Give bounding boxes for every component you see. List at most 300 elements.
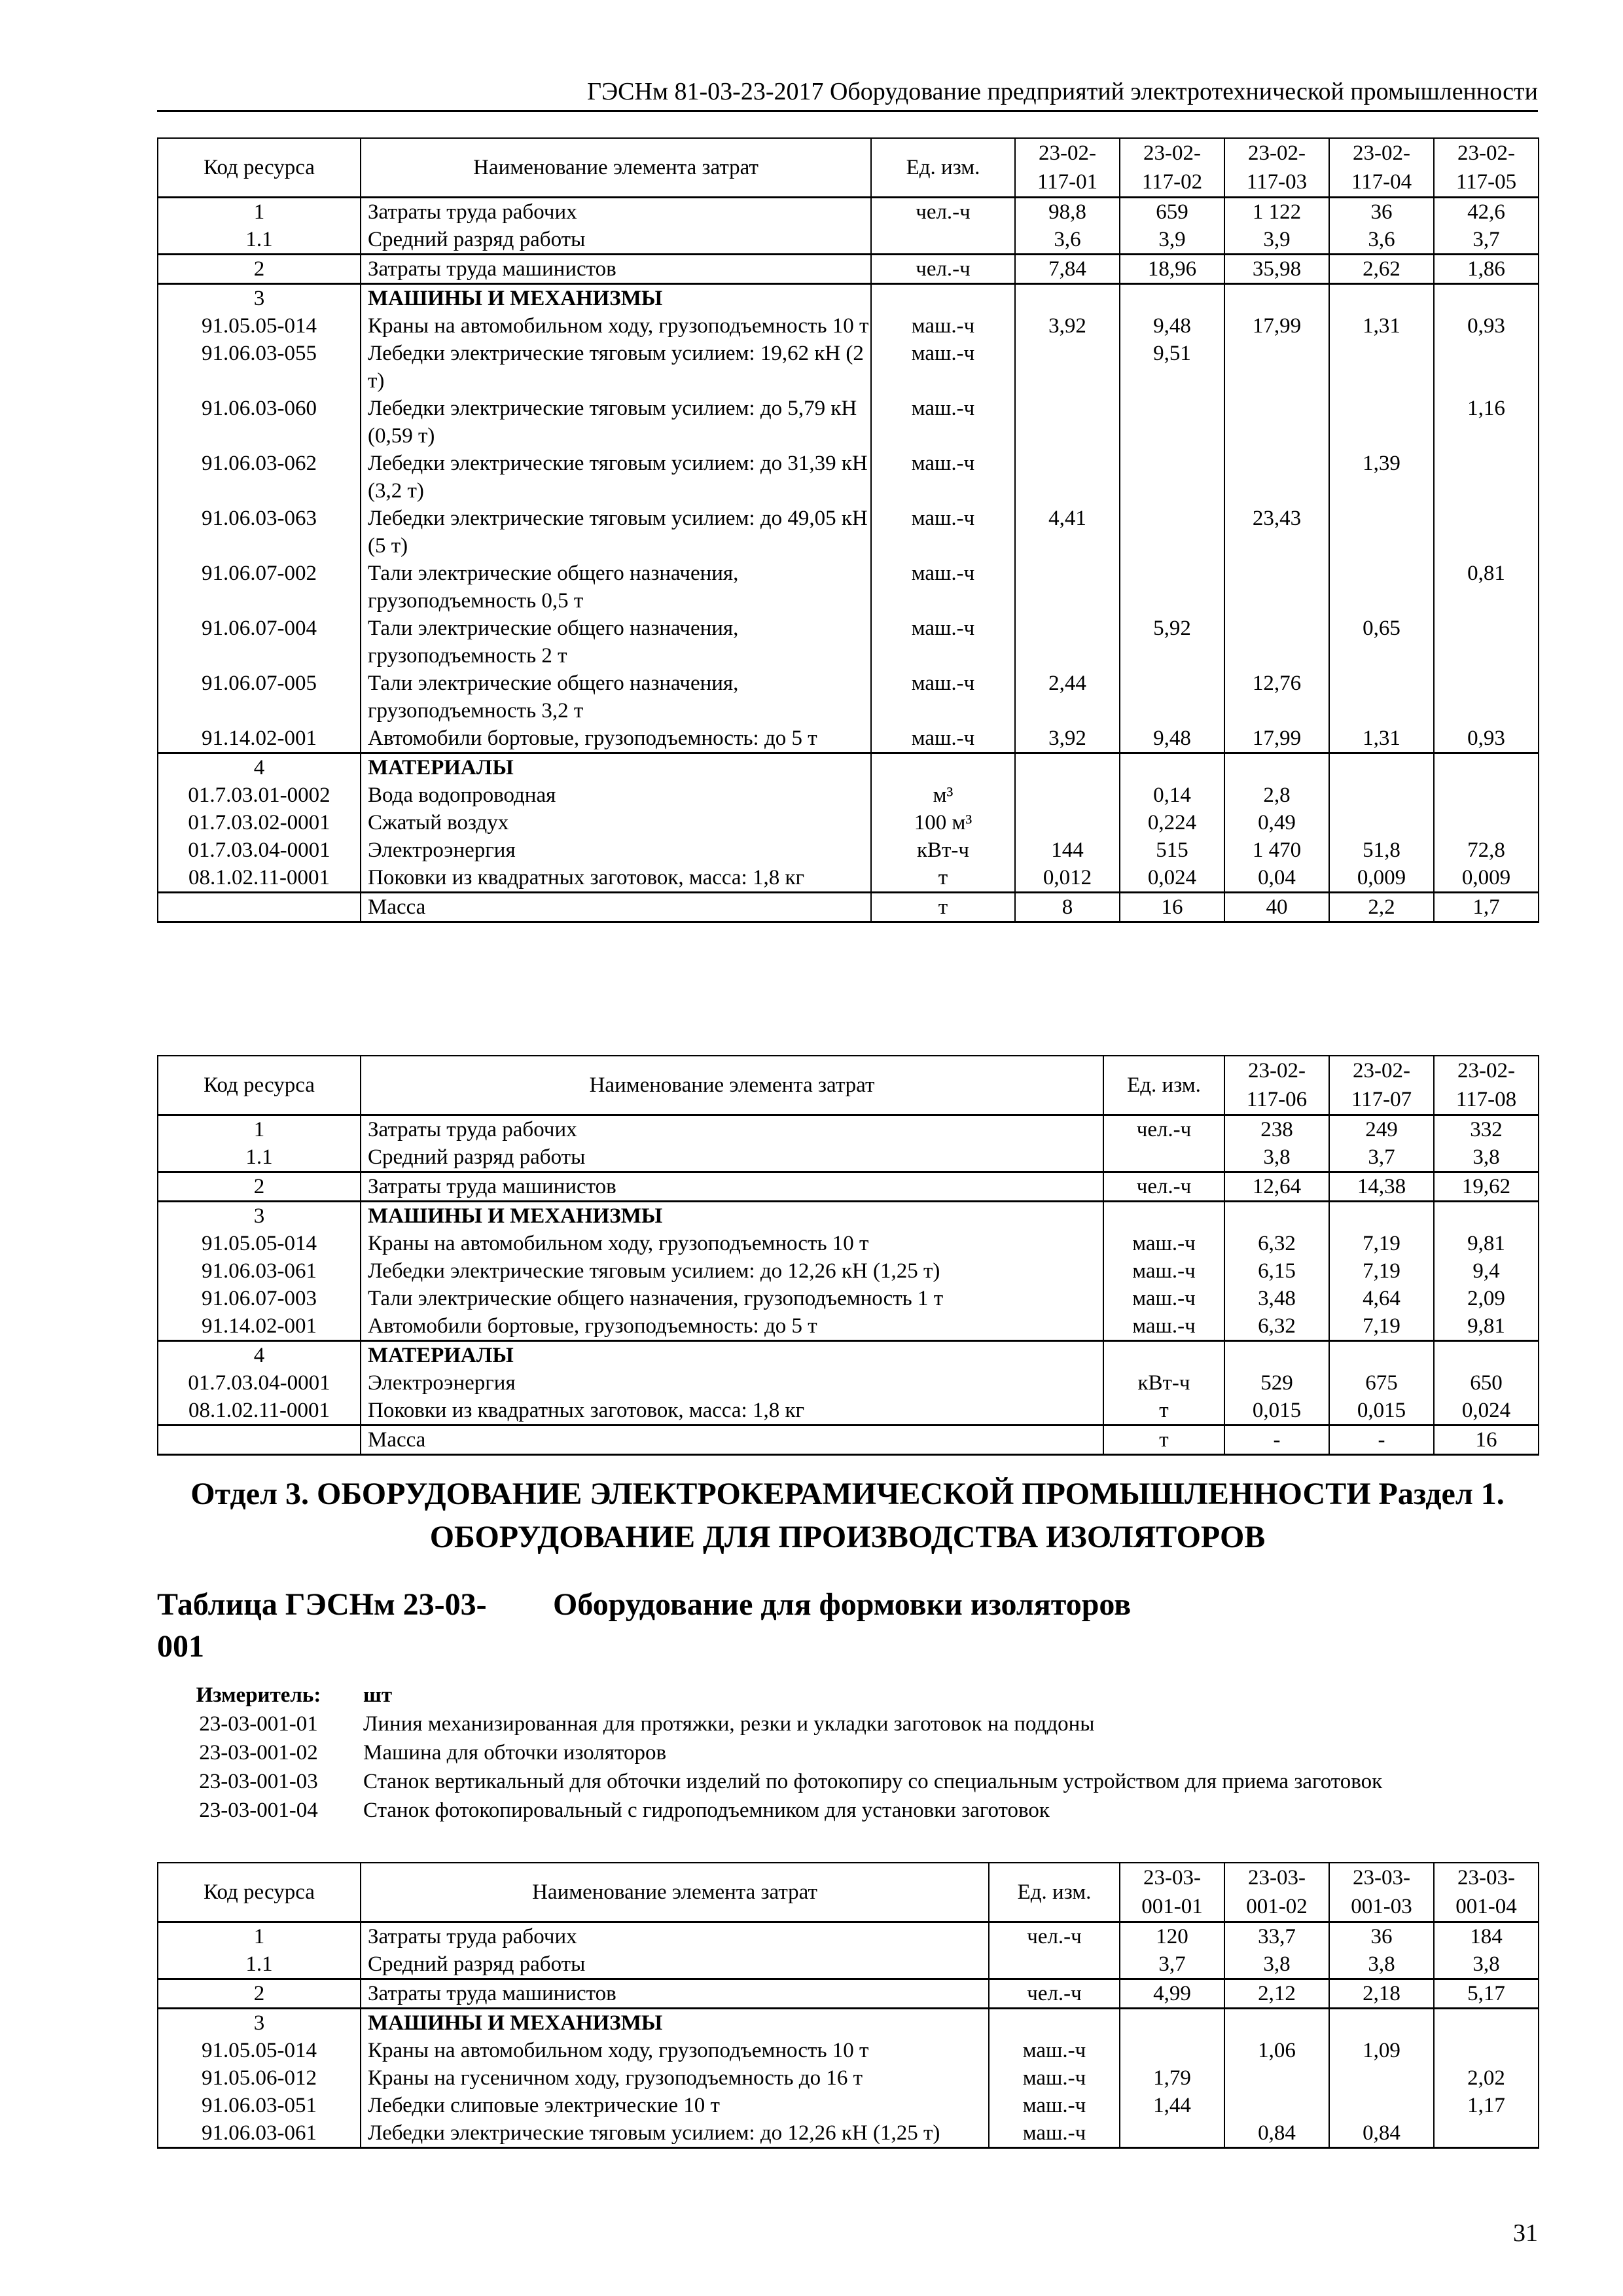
table-row <box>158 395 1539 450</box>
measure-item-desc: Станок фотокопировальный с гидроподъемником для установки заготовок <box>363 1799 1050 1822</box>
row-name: МАТЕРИАЛЫ <box>361 753 871 782</box>
row-value: 4,64 <box>1329 1285 1434 1312</box>
col-header-unit: Ед. изм. <box>1103 1056 1224 1115</box>
row-code: 1.1 <box>158 1950 361 1979</box>
row-value <box>1329 2092 1434 2119</box>
row-name: Тали электрические общего назначения, грузоподъемность 1 т <box>361 1285 1103 1312</box>
row-code: 91.06.07-002 <box>158 560 361 615</box>
row-value <box>1329 2064 1434 2092</box>
measure-item-desc: Станок вертикальный для обточки изделий по фотокопиру со специальным устройством для приема заготовок <box>363 1770 1383 1793</box>
row-unit: маш.-ч <box>871 312 1015 340</box>
row-value <box>1015 450 1120 505</box>
table-header-row <box>158 1056 1539 1115</box>
row-code: 91.05.05-014 <box>158 312 361 340</box>
row-value: 0,49 <box>1224 809 1329 836</box>
col-header-3: 23-02- 117-03 <box>1224 138 1329 198</box>
row-code: 01.7.03.02-0001 <box>158 809 361 836</box>
row-code: 2 <box>158 255 361 284</box>
table-row <box>158 1172 1539 1202</box>
row-code: 91.06.03-051 <box>158 2092 361 2119</box>
row-value <box>1015 560 1120 615</box>
row-unit: т <box>1103 1426 1224 1455</box>
resource-table-23-02-117-01-05 <box>157 137 1539 923</box>
row-code: 91.05.05-014 <box>158 2037 361 2064</box>
row-unit: чел.-ч <box>989 1922 1120 1951</box>
row-value: 238 <box>1224 1115 1329 1144</box>
col-header-unit: Ед. изм. <box>989 1863 1120 1922</box>
table-row <box>158 560 1539 615</box>
row-value: 42,6 <box>1434 198 1539 226</box>
table-row <box>158 2037 1539 2064</box>
col-header-name: Наименование элемента затрат <box>361 1056 1103 1115</box>
table-row <box>158 1397 1539 1426</box>
row-name: Масса <box>361 1426 1103 1455</box>
row-value <box>1329 753 1434 782</box>
table-row <box>158 809 1539 836</box>
row-value <box>1329 505 1434 560</box>
row-unit <box>871 284 1015 313</box>
row-code: 91.06.07-004 <box>158 615 361 670</box>
row-value <box>1329 2009 1434 2037</box>
row-value <box>1224 560 1329 615</box>
row-unit: маш.-ч <box>871 560 1015 615</box>
row-value: 3,8 <box>1224 1143 1329 1172</box>
row-unit: чел.-ч <box>871 255 1015 284</box>
row-value: 17,99 <box>1224 725 1329 753</box>
row-code: 91.06.03-063 <box>158 505 361 560</box>
row-unit <box>989 2009 1120 2037</box>
row-value <box>1015 284 1120 313</box>
row-value: 0,65 <box>1329 615 1434 670</box>
row-value: 12,76 <box>1224 670 1329 725</box>
row-value: 0,81 <box>1434 560 1539 615</box>
row-value: 0,024 <box>1434 1397 1539 1426</box>
row-value: 16 <box>1434 1426 1539 1455</box>
row-code: 4 <box>158 1341 361 1370</box>
row-name: Тали электрические общего назначения, грузоподъемность 0,5 т <box>361 560 871 615</box>
row-value: 3,7 <box>1329 1143 1434 1172</box>
row-value: 0,93 <box>1434 725 1539 753</box>
row-name: Затраты труда рабочих <box>361 1922 989 1951</box>
table-header-row <box>158 1863 1539 1922</box>
row-unit <box>1103 1202 1224 1230</box>
row-unit: 100 м³ <box>871 809 1015 836</box>
row-value: 249 <box>1329 1115 1434 1144</box>
row-value: 9,4 <box>1434 1257 1539 1285</box>
table-row <box>158 1922 1539 1951</box>
row-value: 9,48 <box>1120 725 1224 753</box>
table-row <box>158 1257 1539 1285</box>
row-value: 9,81 <box>1434 1230 1539 1257</box>
measure-item-code: 23-03-001-01 <box>199 1712 318 1736</box>
table-row <box>158 2119 1539 2148</box>
table-row <box>158 1426 1539 1455</box>
row-code: 3 <box>158 284 361 313</box>
row-value: 9,48 <box>1120 312 1224 340</box>
resource-table-23-02-117-06-08 <box>157 1055 1539 1456</box>
row-name: МАШИНЫ И МЕХАНИЗМЫ <box>361 2009 989 2037</box>
row-code: 01.7.03.01-0002 <box>158 781 361 809</box>
row-value <box>1434 505 1539 560</box>
row-value <box>1434 2009 1539 2037</box>
row-name: Тали электрические общего назначения, грузоподъемность 3,2 т <box>361 670 871 725</box>
row-value: 2,02 <box>1434 2064 1539 2092</box>
row-unit: маш.-ч <box>871 670 1015 725</box>
col-header-code: Код ресурса <box>158 138 361 198</box>
row-value: 1,44 <box>1120 2092 1224 2119</box>
row-name: Лебедки электрические тяговым усилием: 19,62 кН (2 т) <box>361 340 871 395</box>
row-value: 3,7 <box>1434 226 1539 255</box>
row-value: 9,81 <box>1434 1312 1539 1341</box>
row-name: Поковки из квадратных заготовок, масса: 1,8 кг <box>361 864 871 893</box>
row-value <box>1015 781 1120 809</box>
row-value <box>1224 1202 1329 1230</box>
row-value: 6,32 <box>1224 1312 1329 1341</box>
row-name: Затраты труда рабочих <box>361 1115 1103 1144</box>
table-row <box>158 1979 1539 2009</box>
row-value: 7,19 <box>1329 1230 1434 1257</box>
table-row <box>158 615 1539 670</box>
measure-item <box>157 1710 1538 1738</box>
measure-item-code: 23-03-001-02 <box>199 1741 318 1765</box>
row-code <box>158 1426 361 1455</box>
row-value <box>1224 615 1329 670</box>
col-header-1: 23-02- 117-06 <box>1224 1056 1329 1115</box>
row-value <box>1329 1202 1434 1230</box>
row-value <box>1434 809 1539 836</box>
row-value: 9,51 <box>1120 340 1224 395</box>
row-name: Лебедки электрические тяговым усилием: до 5,79 кН (0,59 т) <box>361 395 871 450</box>
row-value: 3,6 <box>1329 226 1434 255</box>
row-unit: кВт-ч <box>1103 1369 1224 1397</box>
row-value <box>1329 781 1434 809</box>
measure-item <box>157 1767 1538 1796</box>
row-name: Затраты труда машинистов <box>361 1172 1103 1202</box>
row-value: 40 <box>1224 893 1329 922</box>
row-value: 6,15 <box>1224 1257 1329 1285</box>
row-name: Краны на гусеничном ходу, грузоподъемность до 16 т <box>361 2064 989 2092</box>
row-value: 3,7 <box>1120 1950 1224 1979</box>
row-name: Поковки из квадратных заготовок, масса: 1,8 кг <box>361 1397 1103 1426</box>
col-header-2: 23-02- 117-02 <box>1120 138 1224 198</box>
col-header-2: 23-03- 001-02 <box>1224 1863 1329 1922</box>
row-name: Лебедки слиповые электрические 10 т <box>361 2092 989 2119</box>
row-code: 08.1.02.11-0001 <box>158 1397 361 1426</box>
row-value <box>1434 781 1539 809</box>
row-code: 4 <box>158 753 361 782</box>
row-value: 2,8 <box>1224 781 1329 809</box>
row-name: МАШИНЫ И МЕХАНИЗМЫ <box>361 284 871 313</box>
table-row <box>158 836 1539 864</box>
row-value: 18,96 <box>1120 255 1224 284</box>
row-code: 91.06.03-060 <box>158 395 361 450</box>
row-unit: чел.-ч <box>989 1979 1120 2009</box>
row-code: 91.06.07-003 <box>158 1285 361 1312</box>
measure-block <box>157 1681 1538 1825</box>
page-number: 31 <box>1513 2219 1538 2247</box>
row-value <box>1434 1202 1539 1230</box>
row-value <box>1224 395 1329 450</box>
col-header-code: Код ресурса <box>158 1056 361 1115</box>
row-value: 184 <box>1434 1922 1539 1951</box>
row-unit: маш.-ч <box>989 2064 1120 2092</box>
row-value <box>1015 395 1120 450</box>
row-code: 01.7.03.04-0001 <box>158 836 361 864</box>
row-name: Затраты труда рабочих <box>361 198 871 226</box>
row-value: 7,84 <box>1015 255 1120 284</box>
row-value: 0,84 <box>1329 2119 1434 2148</box>
row-value <box>1120 670 1224 725</box>
row-value: 650 <box>1434 1369 1539 1397</box>
row-name: Лебедки электрические тяговым усилием: до 49,05 кН (5 т) <box>361 505 871 560</box>
row-name: Краны на автомобильном ходу, грузоподъемность 10 т <box>361 312 871 340</box>
row-value: 332 <box>1434 1115 1539 1144</box>
row-value: 8 <box>1015 893 1120 922</box>
row-value <box>1224 2092 1329 2119</box>
row-code: 91.14.02-001 <box>158 1312 361 1341</box>
row-value: 33,7 <box>1224 1922 1329 1951</box>
row-name: Средний разряд работы <box>361 1950 989 1979</box>
row-value: 0,93 <box>1434 312 1539 340</box>
row-unit: маш.-ч <box>1103 1312 1224 1341</box>
row-value: 3,48 <box>1224 1285 1329 1312</box>
row-value: 2,44 <box>1015 670 1120 725</box>
row-value: 0,015 <box>1329 1397 1434 1426</box>
row-value: 4,41 <box>1015 505 1120 560</box>
col-header-5: 23-02- 117-05 <box>1434 138 1539 198</box>
row-unit: маш.-ч <box>1103 1230 1224 1257</box>
header-text: ГЭСНм 81-03-23-2017 Оборудование предприятий электротехнической промышленности <box>587 78 1538 105</box>
row-value <box>1329 1341 1434 1370</box>
row-value <box>1224 2064 1329 2092</box>
row-value: 2,18 <box>1329 1979 1434 2009</box>
row-value <box>1015 753 1120 782</box>
row-code: 91.06.03-055 <box>158 340 361 395</box>
row-value: 0,024 <box>1120 864 1224 893</box>
row-name: Средний разряд работы <box>361 226 871 255</box>
row-value: 36 <box>1329 198 1434 226</box>
row-value <box>1434 284 1539 313</box>
row-code: 1.1 <box>158 1143 361 1172</box>
row-code: 1 <box>158 1922 361 1951</box>
col-header-3: 23-03- 001-03 <box>1329 1863 1434 1922</box>
row-value: - <box>1329 1426 1434 1455</box>
row-name: Автомобили бортовые, грузоподъемность: до 5 т <box>361 725 871 753</box>
row-value <box>1120 560 1224 615</box>
row-code: 91.14.02-001 <box>158 725 361 753</box>
row-unit <box>871 753 1015 782</box>
row-value <box>1329 560 1434 615</box>
row-name: МАТЕРИАЛЫ <box>361 1341 1103 1370</box>
row-value <box>1120 505 1224 560</box>
row-value <box>1120 450 1224 505</box>
row-unit: маш.-ч <box>871 395 1015 450</box>
row-code: 91.06.03-062 <box>158 450 361 505</box>
measure-item-desc: Линия механизированная для протяжки, резки и укладки заготовок на поддоны <box>363 1712 1095 1736</box>
row-value <box>1224 284 1329 313</box>
row-value: 1,09 <box>1329 2037 1434 2064</box>
table-row <box>158 340 1539 395</box>
row-value <box>1434 615 1539 670</box>
row-name: Сжатый воздух <box>361 809 871 836</box>
row-name: МАШИНЫ И МЕХАНИЗМЫ <box>361 1202 1103 1230</box>
row-unit: т <box>871 893 1015 922</box>
row-unit: маш.-ч <box>871 450 1015 505</box>
row-value: 98,8 <box>1015 198 1120 226</box>
row-unit <box>871 226 1015 255</box>
resource-table-23-03-001 <box>157 1862 1539 2149</box>
row-value <box>1120 2119 1224 2148</box>
col-header-4: 23-02- 117-04 <box>1329 138 1434 198</box>
table-row <box>158 864 1539 893</box>
row-unit: кВт-ч <box>871 836 1015 864</box>
row-name: Краны на автомобильном ходу, грузоподъемность 10 т <box>361 2037 989 2064</box>
row-code: 3 <box>158 1202 361 1230</box>
row-value: 0,14 <box>1120 781 1224 809</box>
table-row <box>158 1950 1539 1979</box>
row-value: 4,99 <box>1120 1979 1224 2009</box>
row-name: Тали электрические общего назначения, грузоподъемность 2 т <box>361 615 871 670</box>
row-value <box>1120 753 1224 782</box>
row-name: Краны на автомобильном ходу, грузоподъемность 10 т <box>361 1230 1103 1257</box>
row-value <box>1224 450 1329 505</box>
row-unit: маш.-ч <box>871 725 1015 753</box>
table-row <box>158 1369 1539 1397</box>
row-value: 3,6 <box>1015 226 1120 255</box>
row-value <box>1224 753 1329 782</box>
table-row <box>158 284 1539 313</box>
table-row <box>158 1312 1539 1341</box>
row-unit: т <box>871 864 1015 893</box>
table-row <box>158 2009 1539 2037</box>
row-name: Лебедки электрические тяговым усилием: до 31,39 кН (3,2 т) <box>361 450 871 505</box>
row-value <box>1224 340 1329 395</box>
measure-item-code: 23-03-001-03 <box>199 1770 318 1793</box>
row-unit: маш.-ч <box>1103 1257 1224 1285</box>
row-value: 0,224 <box>1120 809 1224 836</box>
row-value <box>1224 1341 1329 1370</box>
row-value: 675 <box>1329 1369 1434 1397</box>
row-value: 659 <box>1120 198 1224 226</box>
row-value: 3,92 <box>1015 725 1120 753</box>
row-value <box>1120 284 1224 313</box>
table-row <box>158 753 1539 782</box>
row-value: - <box>1224 1426 1329 1455</box>
row-value: 0,009 <box>1329 864 1434 893</box>
row-value: 72,8 <box>1434 836 1539 864</box>
row-unit: т <box>1103 1397 1224 1426</box>
table-row <box>158 1341 1539 1370</box>
table-title-name: Оборудование для формовки изоляторов <box>553 1587 1132 1622</box>
row-value: 1 470 <box>1224 836 1329 864</box>
col-header-code: Код ресурса <box>158 1863 361 1922</box>
row-code: 91.05.06-012 <box>158 2064 361 2092</box>
row-value: 12,64 <box>1224 1172 1329 1202</box>
row-value: 2,2 <box>1329 893 1434 922</box>
row-value <box>1329 670 1434 725</box>
row-name: Электроэнергия <box>361 1369 1103 1397</box>
table-row <box>158 1285 1539 1312</box>
row-unit <box>989 1950 1120 1979</box>
row-value: 1,7 <box>1434 893 1539 922</box>
row-value: 1,16 <box>1434 395 1539 450</box>
col-header-1: 23-03- 001-01 <box>1120 1863 1224 1922</box>
row-value: 1,17 <box>1434 2092 1539 2119</box>
measure-unit: шт <box>363 1683 393 1707</box>
row-value: 1 122 <box>1224 198 1329 226</box>
row-unit: маш.-ч <box>989 2119 1120 2148</box>
row-value: 23,43 <box>1224 505 1329 560</box>
col-header-2: 23-02- 117-07 <box>1329 1056 1434 1115</box>
row-code: 3 <box>158 2009 361 2037</box>
row-value: 3,9 <box>1120 226 1224 255</box>
col-header-name: Наименование элемента затрат <box>361 138 871 198</box>
row-code: 91.06.03-061 <box>158 1257 361 1285</box>
row-value <box>1120 395 1224 450</box>
row-value: 17,99 <box>1224 312 1329 340</box>
row-code: 2 <box>158 1979 361 2009</box>
row-name: Вода водопроводная <box>361 781 871 809</box>
row-value <box>1329 340 1434 395</box>
row-name: Лебедки электрические тяговым усилием: до 12,26 кН (1,25 т) <box>361 1257 1103 1285</box>
row-unit: маш.-ч <box>871 615 1015 670</box>
row-unit: маш.-ч <box>871 340 1015 395</box>
row-value: 2,12 <box>1224 1979 1329 2009</box>
row-value <box>1015 615 1120 670</box>
row-code <box>158 893 361 922</box>
row-value: 3,8 <box>1224 1950 1329 1979</box>
row-unit <box>1103 1143 1224 1172</box>
row-value: 529 <box>1224 1369 1329 1397</box>
row-value: 2,09 <box>1434 1285 1539 1312</box>
row-name: Масса <box>361 893 871 922</box>
row-value: 1,39 <box>1329 450 1434 505</box>
row-value: 1,06 <box>1224 2037 1329 2064</box>
row-value: 3,8 <box>1434 1143 1539 1172</box>
col-header-name: Наименование элемента затрат <box>361 1863 989 1922</box>
row-value: 7,19 <box>1329 1257 1434 1285</box>
row-code: 91.06.03-061 <box>158 2119 361 2148</box>
row-value: 35,98 <box>1224 255 1329 284</box>
table-row <box>158 312 1539 340</box>
table-row <box>158 2064 1539 2092</box>
table-row <box>158 725 1539 753</box>
row-value: 0,012 <box>1015 864 1120 893</box>
row-value: 0,015 <box>1224 1397 1329 1426</box>
row-code: 01.7.03.04-0001 <box>158 1369 361 1397</box>
row-value: 144 <box>1015 836 1120 864</box>
col-header-3: 23-02- 117-08 <box>1434 1056 1539 1115</box>
row-value: 3,9 <box>1224 226 1329 255</box>
row-code: 91.05.05-014 <box>158 1230 361 1257</box>
row-value: 14,38 <box>1329 1172 1434 1202</box>
row-unit: маш.-ч <box>1103 1285 1224 1312</box>
row-value: 1,86 <box>1434 255 1539 284</box>
row-code: 08.1.02.11-0001 <box>158 864 361 893</box>
running-header <box>157 71 1538 112</box>
row-value <box>1120 2009 1224 2037</box>
table-row <box>158 450 1539 505</box>
row-value <box>1434 2119 1539 2148</box>
row-unit: чел.-ч <box>1103 1172 1224 1202</box>
measure-item <box>157 1738 1538 1767</box>
row-value <box>1015 340 1120 395</box>
section-title: Отдел 3. ОБОРУДОВАНИЕ ЭЛЕКТРОКЕРАМИЧЕСКОЙ ПРОМЫШЛЕННОСТИ Раздел 1. ОБОРУДОВАНИЕ ДЛЯ ПРОИЗВОДСТВА ИЗОЛЯТОРОВ <box>190 1477 1505 1554</box>
row-value: 1,31 <box>1329 725 1434 753</box>
row-name: Средний разряд работы <box>361 1143 1103 1172</box>
table-row <box>158 893 1539 922</box>
row-value: 16 <box>1120 893 1224 922</box>
